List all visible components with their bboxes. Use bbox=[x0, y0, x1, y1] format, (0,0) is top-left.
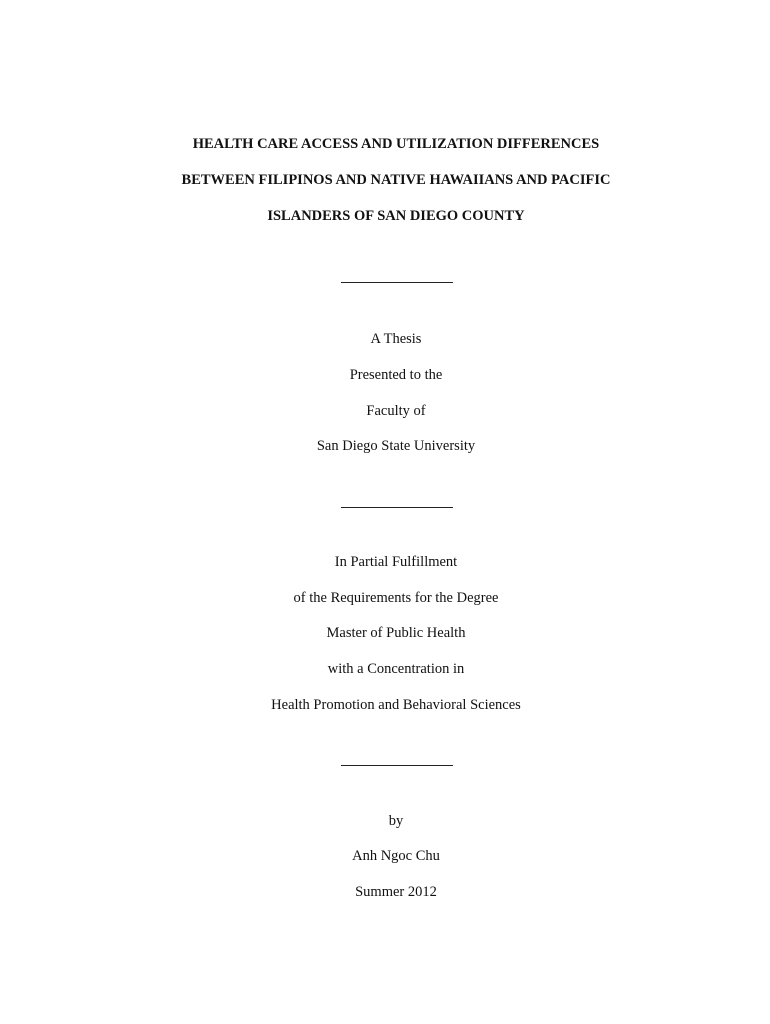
university-name: San Diego State University bbox=[316, 438, 476, 454]
concentration-label: with a Concentration in bbox=[327, 661, 465, 677]
degree-name: Master of Public Health bbox=[326, 625, 466, 641]
requirements-text: of the Requirements for the Degree bbox=[293, 590, 499, 606]
thesis-label: A Thesis bbox=[370, 331, 422, 347]
separator-rule-2 bbox=[341, 507, 453, 508]
faculty-of-text: Faculty of bbox=[366, 403, 426, 419]
title-line-3: ISLANDERS OF SAN DIEGO COUNTY bbox=[267, 208, 525, 224]
separator-rule-1 bbox=[341, 282, 453, 283]
title-line-1: HEALTH CARE ACCESS AND UTILIZATION DIFFERENCES bbox=[192, 136, 600, 152]
by-text: by bbox=[388, 813, 404, 829]
author-name: Anh Ngoc Chu bbox=[352, 848, 440, 864]
partial-fulfillment-text: In Partial Fulfillment bbox=[334, 554, 458, 570]
presented-to-text: Presented to the bbox=[349, 367, 443, 383]
title-line-2: BETWEEN FILIPINOS AND NATIVE HAWAIIANS AND PACIFIC bbox=[181, 172, 611, 188]
submission-date: Summer 2012 bbox=[355, 884, 437, 900]
separator-rule-3 bbox=[341, 765, 453, 766]
concentration-name: Health Promotion and Behavioral Sciences bbox=[271, 697, 521, 713]
